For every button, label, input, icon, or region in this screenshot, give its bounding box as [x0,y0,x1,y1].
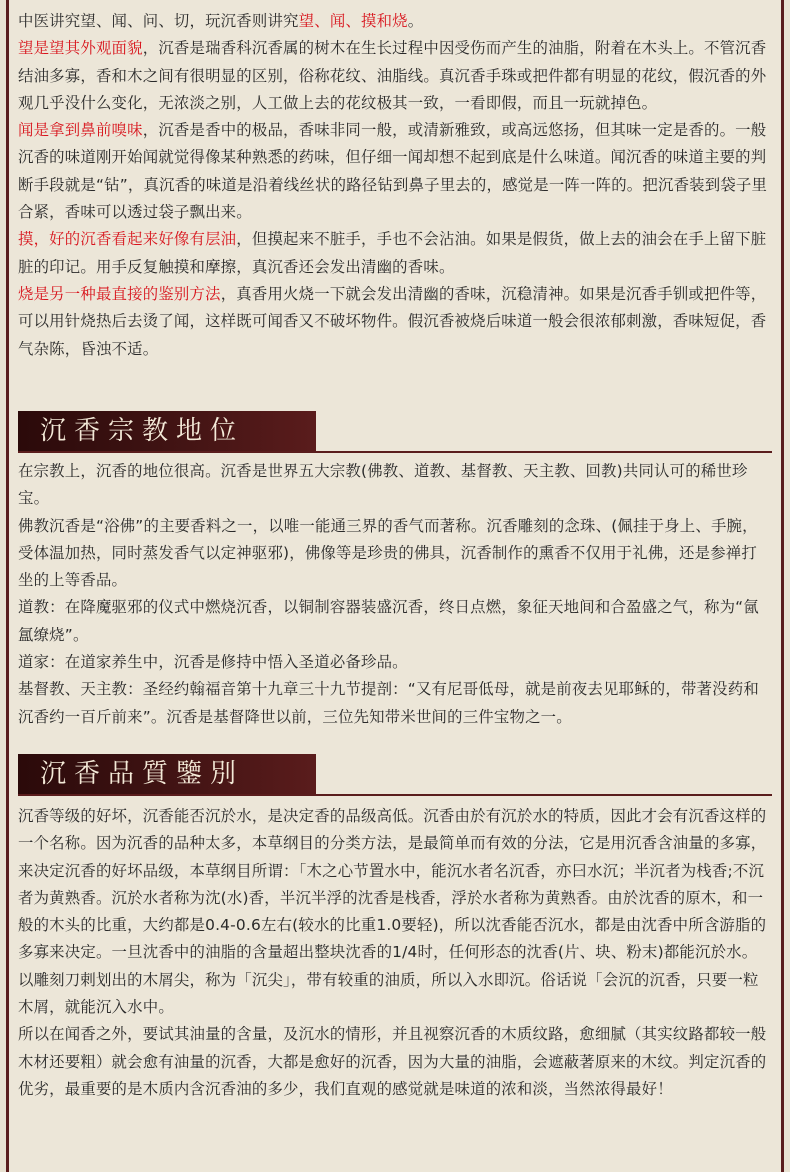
christianity-paragraph: 基督教、天主教：圣经约翰福音第十九章三十九节提剖：“又有尼哥低母，就是前夜去见耶稣的，带著没药和沉香约一百斤前来”。沉香是基督降世以前，三位先知带米世间的三件宝物之一。 [18,680,759,726]
look-paragraph: 望是望其外观面貌，沉香是瑞香科沉香属的树木在生长过程中因受伤而产生的油脂，附着在木头上。不管沉香结油多寡，香和木之间有很明显的区别，俗称花纹、油脂线。真沉香手珠或把件都有明显的花纹，假沉香的外观几乎没什么变化，无浓淡之别，人工做上去的花纹极其一致，一看即假，而且一玩就掉色。 [18,39,767,112]
burn-paragraph: 烧是另一种最直接的鉴别方法，真香用火烧一下就会发出清幽的香味，沉稳清神。如果是沉香手钏或把件等，可以用针烧热后去烫了闻，这样既可闻香又不破坏物件。假沉香被烧后味道一般会很浓郁刺激，香味短促，香气杂陈，昏浊不适。 [18,284,767,358]
taoist-school-paragraph: 道家：在道家养生中，沉香是修持中悟入圣道必备珍品。 [18,653,408,672]
smell-lead: 闻是拿到鼻前嗅味 [18,121,143,140]
religion-paragraph: 在宗教上，沉香的地位很高。沉香是世界五大宗教(佛教、道教、基督教、天主教、回教)共同认可的稀世珍宝。 [18,462,748,508]
highlight-methods: 望、闻、摸和烧 [298,12,408,30]
taoism-paragraph: 道教：在降魔驱邪的仪式中燃烧沉香，以铜制容器装盛沉香，终日点燃，象征天地间和合盈盛之气，称为“氤氲缭烧”。 [18,598,759,644]
section-religious-status [18,458,772,731]
burn-lead: 烧是另一种最直接的鉴别方法 [18,284,221,303]
touch-paragraph: 摸，好的沉香看起来好像有层油，但摸起来不脏手，手也不会沾油。如果是假货，做上去的油会在手上留下脏脏的印记。用手反复触摸和摩擦，真沉香还会发出清幽的香味。 [18,230,767,276]
quality-paragraph: 所以在闻香之外，要试其油量的含量，及沉水的情形，并且视察沉香的木质纹路，愈细腻（其实纹路都较一般木材还要粗）就会愈有油量的沉香，大都是愈好的沉香，因为大量的油脂，会遮蔽著原来的木纹。判定沉香的优劣，最重要的是木质内含沉香油的多少，我们直观的感觉就是味道的浓和淡，当然浓得最好！ [18,1025,767,1098]
look-lead: 望是望其外观面貌 [18,39,143,58]
intro-paragraph: 中医讲究望、闻、问、切，玩沉香则讲究望、闻、摸和烧。 [18,12,424,30]
section-title-religion: 沉香宗教地位 [18,411,316,451]
section-divider [18,794,772,796]
touch-lead: 摸，好的沉香看起来好像有层油 [18,230,237,249]
buddhism-paragraph: 佛教沉香是“浴佛”的主要香料之一，以唯一能通三界的香气而著称。沉香雕刻的念珠、(佩挂于身上、手腕，受体温加热，同时蒸发香气以定神驱邪)，佛像等是珍贵的佛具，沉香制作的熏香不仅用于礼佛，还是参禅打坐的上等香品。 [18,516,758,590]
section-divider [18,451,772,453]
section-title-quality: 沉香品質鑒別 [18,754,316,794]
smell-paragraph: 闻是拿到鼻前嗅味，沉香是香中的极品，香味非同一般，或清新雅致，或高远悠扬，但其味一定是香的。一般沉香的味道刚开始闻就觉得像某种熟悉的药味，但仔细一闻却想不起到底是什么味道。闻沉香的味道主要的判断手段就是“钻”，真沉香的味道是沿着线丝状的路径钻到鼻子里去的，感觉是一阵一阵的。把沉香装到袋子里合紧，香味可以透过袋子飘出来。 [18,121,768,222]
quality-paragraph: 沉香等级的好坏，沉香能否沉於水，是决定香的品级高低。沉香由於有沉於水的特质，因此才会有沉香这样的一个名称。因为沉香的品种太多，本草纲目的分类方法，是最简单而有效的分法，它是用沉香含油量的多寡，来决定沉香的好坏品级，本草纲目所谓：「木之心节置水中，能沉水者名沉香，亦曰水沉；半沉者为栈香;不沉者为黄熟香。沉於水者称为沈(水)香，半沉半浮的沈香是栈香，浮於水者称为黄熟香。由於沈香的原木，和一般的木头的比重，大约都是0.4-0.6左右(较水的比重1.0要轻)，所以沈香能否沉水，都是由沈香中所含游脂的多寡来决定。一旦沈香中的油脂的含量超出整块沈香的1/4时，任何形态的沈香(片、块、粉末)都能沉於水。以雕刻刀剌划出的木屑尖，称为「沉尖」，带有较重的油质，所以入水即沉。俗话说「会沉的沉香，只要一粒木屑，就能沉入水中。 [18,807,767,1017]
section-identification-methods [18,8,772,363]
section-quality-identification [18,803,772,1103]
